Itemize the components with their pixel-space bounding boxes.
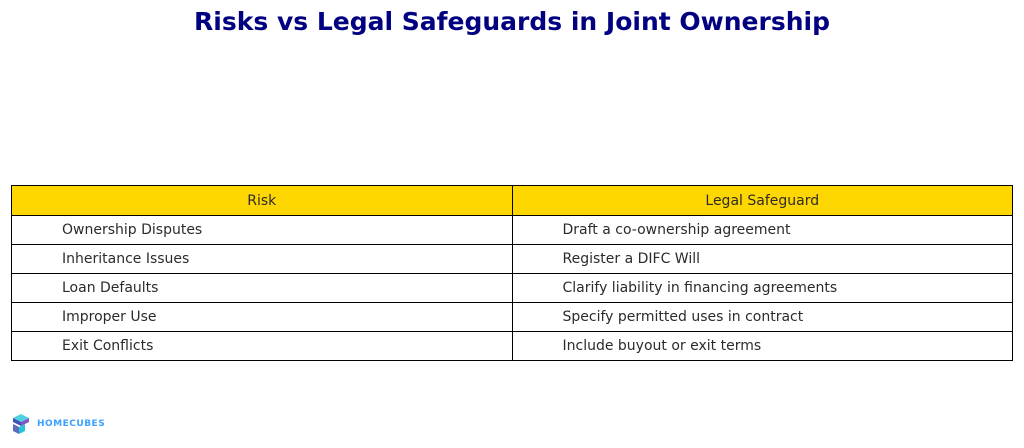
- safeguard-cell: Draft a co-ownership agreement: [512, 216, 1013, 245]
- risk-cell: Loan Defaults: [12, 274, 513, 303]
- table-row: [12, 245, 1013, 274]
- brand-logo: [11, 412, 105, 436]
- table-header-row: [12, 186, 1013, 216]
- risks-table: [11, 185, 1013, 361]
- cube-logo-icon: [11, 413, 31, 435]
- safeguard-cell: Specify permitted uses in contract: [512, 303, 1013, 332]
- table-row: [12, 332, 1013, 361]
- header-legal-safeguard: Legal Safeguard: [512, 186, 1013, 216]
- safeguard-cell: Include buyout or exit terms: [512, 332, 1013, 361]
- risk-cell: Exit Conflicts: [12, 332, 513, 361]
- safeguard-cell: Clarify liability in financing agreements: [512, 274, 1013, 303]
- page-title: Risks vs Legal Safeguards in Joint Ownership: [194, 7, 830, 36]
- risk-cell: Ownership Disputes: [12, 216, 513, 245]
- risk-cell: Inheritance Issues: [12, 245, 513, 274]
- table-row: [12, 274, 1013, 303]
- header-risk: Risk: [12, 186, 513, 216]
- table-row: [12, 303, 1013, 332]
- risk-cell: Improper Use: [12, 303, 513, 332]
- logo-text: HOMECUBES: [37, 419, 106, 429]
- table-row: [12, 216, 1013, 245]
- safeguard-cell: Register a DIFC Will: [512, 245, 1013, 274]
